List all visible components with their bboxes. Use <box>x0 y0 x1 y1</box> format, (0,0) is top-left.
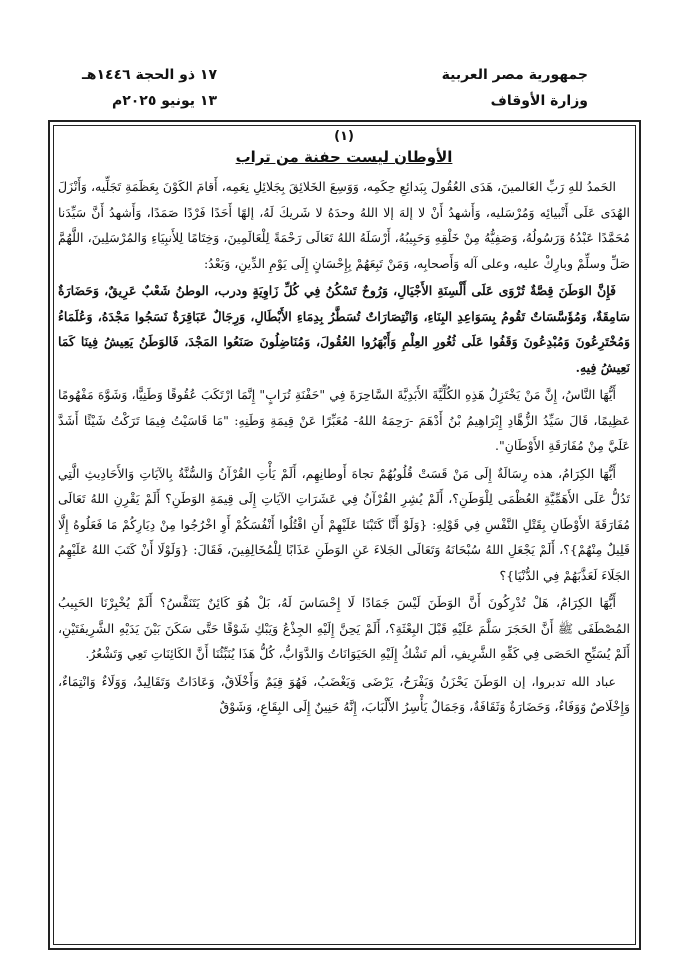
paragraph-handful-of-dust: أَيُّهَا النَّاسُ، إِنَّ مَنْ يَخْتَزِلُ هَذِهِ الكُلِّيَّةَ الأَبَدِيَّةَ السَّاحِرَةَ فِي "حَفْنَةِ تُرَابٍ" إِنَّمَا ارْتَكَبَ عُقُوقًا وَطَنِيًّا، وَشَوَّهَ مَفْهُومًا عَظِيمًا، قَالَ سَيِّدُ الزُّهَّادِ إِبْرَاهِيمُ بْنُ أَدْهَمَ -رَحِمَهُ اللهُ- مُعَبِّرًا عَنْ قِيمَةِ وَطَنِهِ: "مَا قَاسَيْتُ فِيمَا تَرَكْتُ شَيْئًا أَشَدَّ عَلَيَّ مِنْ مُفَارَقَةِ الأَوْطَانِ". <box>58 387 630 453</box>
country-name: جمهورية مصر العربية <box>441 67 588 83</box>
sermon-number: (١) <box>334 129 354 144</box>
paragraph-living-homeland: أَيُّهَا الكِرَامُ، هَلْ تُدْرِكُونَ أَنَّ الوَطَنَ لَيْسَ جَمَادًا لَا إِحْسَاسَ لَهُ، بَلْ هُوَ كَائِنٌ يَتَنَفَّسُ؟ أَلَمْ يُخْبِرْنَا الحَبِيبُ المُصْطَفَى ﷺ أَنَّ الحَجَرَ سَلَّمَ عَلَيْهِ قَبْلَ البِعْثَةِ؟، أَلَمْ يَحِنَّ إِلَيْهِ الجِذْعُ وَيَبْكِ شَوْقًا حَتَّى سَكَنَ بَيْنَ يَدَيْهِ الشَّرِيفَتَيْنِ، أَلَمْ يُسَبِّحِ الحَصَى فِي كَفِّهِ الشَّرِيفِ، ألم تَشْكُ إِلَيْهِ الحَيَوَانَاتُ وَالدَّوَابُّ، كُلُّ هَذَا يُنَبِّئُنَا أَنَّ الكَائِنَاتِ تَعِي وَتَشْعُرُ. <box>58 595 630 661</box>
paragraph-homeland-values: عباد الله تدبروا، إن الوَطَنَ يَحْزَنُ وَيَفْرَحُ، يَرْضَى وَيَغْضَبُ، فَهُوَ قِيَمٌ وَأَخْلَاقٌ، وَعَادَاتٌ وَتَقَالِيدُ، وَوَلَاءٌ وَانْتِمَاءٌ، وَإِخْلَاصٌ وَوَفَاءٌ، وَحَضَارَةٌ وَثَقَافَةٌ، وَجَمَالٌ يَأْسِرُ الأَلْبَابَ، إِنَّهُ حَنِينٌ إِلَى البِقَاعِ، وَشَوْقٌ <box>58 673 630 714</box>
page-header <box>52 52 640 108</box>
paragraph-homeland-story: فَإِنَّ الوَطَنَ قِصَّةٌ تُرْوَى عَلَى أَلْسِنَةِ الأَجْيَالِ، وَرُوحٌ تَسْكُنُ فِي كُلِّ زَاوِيَةٍ ودرب، الوطنُ شَعْبٌ عَرِيقٌ، وَحَضَارَةٌ سَامِقَةٌ، وَمُؤَسَّسَاتٌ تَقُومُ بِسَوَاعِدِ البِنَاءِ، وَانْتِصَارَاتٌ تُسَطَّرُ بِدِمَاءِ الأَبْطَالِ، وَرِجَالٌ عَبَاقِرَةٌ نَسَجُوا مَجْدَهُ، وَعُلَمَاءُ وَمُخْتَرِعُونَ وَمُبْدِعُونَ وَقَفُوا عَلَى ثُغُورِ العِلْمِ وَأَبْهَرُوا العُقُولَ، وَمُنَاضِلُونَ صَنَعُوا المَجْدَ، فَالوَطَنُ يَعِيشُ فِينَا كَمَا نَعِيشُ فِيهِ. <box>58 283 630 375</box>
header-dates <box>82 62 217 114</box>
sermon-title: الأوطان ليست حفنة من تراب <box>235 148 453 166</box>
paragraph-opening: الحَمدُ للهِ رَبِّ العَالمينَ، هَدَى العُقُولَ بِبَدائِعِ حِكَمِه، وَوَسِعَ الخَلائِقَ بِجَلائِلِ نِعَمِه، أَقامَ الكَوْنَ بِعَظَمَةِ تَجَلِّيه، وَأَنْزَلَ الهُدَى عَلَى أَنْبيائِه وَمُرْسَليه، وَأَشهدُ أَنْ لا إلهَ إلا اللهُ وحدَهُ لا شَريكَ لَهُ، إلهًا أَحَدًا فَرْدًا صَمَدًا، وَأَشهدُ أَنَّ سَيِّدَنا مُحَمَّدًا عَبْدُهُ وَرَسُولُهُ، وَصَفِيُّهُ مِنْ خَلْقِهِ وَحَبِيبُهُ، أَرْسَلَهُ اللهُ تَعَالَى رَحْمَةً لِلْعَالَمِينَ، وَخِتَامًا لِلأَنبِيَاءِ وَالمُرْسَلِينَ، اللَّهُمَّ صَلِّ وسلِّمْ وبارِكْ عليه، وعلى آله وَأَصحابِه، وَمَنْ تَبِعَهُمْ بِإِحْسَانٍ إِلَى يَوْمِ الدِّينِ، وَبَعْدُ: <box>58 179 630 271</box>
header-institution <box>442 62 588 114</box>
sermon-content <box>58 128 630 944</box>
hijri-date: ١٧ ذو الحجة ١٤٤٦هـ <box>82 67 218 83</box>
paragraph-quran-evidence: أَيُّهَا الكِرَامُ، هذه رِسَالَةٌ إِلَى مَنْ قَسَتْ قُلُوبُهُمْ تجاهَ أَوطانِهِم، أَلَمْ يَأْتِ القُرْآنُ وَالسُّنَّةُ بِالآيَاتِ وَالأَحَادِيثِ الَّتِي تَدُلُّ عَلَى الأَهَمِّيَّةِ العُظْمَى لِلْوَطَنِ؟، أَلَمْ يُشِرِ القُرْآنُ فِي عَشَرَاتِ الآيَاتِ إِلَى قِيمَةِ الوَطَنِ؟ أَلَمْ يَقْرِنِ اللهُ تَعَالَى مُفَارَقَةَ الأَوْطَانِ بِقَتْلِ النَّفْسِ فِي قَوْلِهِ: {وَلَوْ أَنَّا كَتَبْنَا عَلَيْهِمْ أَنِ اقْتُلُوا أَنْفُسَكُمْ أَوِ اخْرُجُوا مِنْ دِيَارِكُمْ مَا فَعَلُوهُ إِلَّا قَلِيلٌ مِنْهُمْ}؟، أَلَمْ يَجْعَلِ اللهُ سُبْحَانَهُ وَتَعَالَى الجَلاءَ عَنِ الوَطَنِ عَذَابًا لِلْمُخَالِفِينَ، فَقَالَ: {وَلَوْلَا أَنْ كَتَبَ اللهُ عَلَيْهِمُ الجَلَاءَ لَعَذَّبَهُمْ فِي الدُّنْيَا}؟ <box>58 465 630 583</box>
gregorian-date: ١٣ يونيو ٢٠٢٥م <box>111 93 218 109</box>
ministry-name: وزارة الأوقاف <box>490 93 588 109</box>
